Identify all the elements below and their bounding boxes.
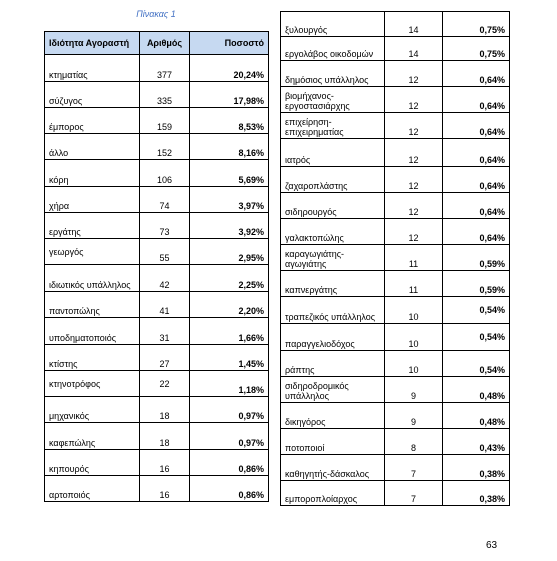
occupation-cell: μηχανικός <box>45 397 140 423</box>
occupation-cell: παραγγελιοδόχος <box>281 324 385 351</box>
percent-cell: 0,64% <box>443 219 510 245</box>
percent-cell: 20,24% <box>190 55 269 82</box>
count-cell: 12 <box>385 87 443 113</box>
percent-cell: 0,64% <box>443 61 510 87</box>
count-cell: 14 <box>385 12 443 37</box>
count-cell: 10 <box>385 297 443 324</box>
count-cell: 10 <box>385 324 443 351</box>
count-cell: 12 <box>385 139 443 167</box>
occupation-cell: κτηματίας <box>45 55 140 82</box>
percent-cell: 0,48% <box>443 377 510 403</box>
count-cell: 12 <box>385 167 443 193</box>
table-row <box>281 351 510 377</box>
table-row <box>281 455 510 481</box>
percent-cell: 1,18% <box>190 371 269 397</box>
occupation-cell: χήρα <box>45 187 140 213</box>
table-row <box>45 55 269 82</box>
table-row <box>45 239 269 265</box>
occupation-cell: καπνεργάτης <box>281 271 385 297</box>
count-cell: 41 <box>140 292 190 318</box>
count-cell: 74 <box>140 187 190 213</box>
occupation-cell: δικηγόρος <box>281 403 385 429</box>
occupation-cell: γαλακτοπώλης <box>281 219 385 245</box>
occupation-cell: καφεπώλης <box>45 423 140 450</box>
percent-cell: 0,97% <box>190 397 269 423</box>
occupation-table-left <box>44 31 269 502</box>
page-number: 63 <box>486 540 498 551</box>
percent-cell: 8,16% <box>190 134 269 160</box>
table-row <box>45 187 269 213</box>
count-cell: 22 <box>140 371 190 397</box>
occupation-cell: ζαχαροπλάστης <box>281 167 385 193</box>
count-cell: 9 <box>385 403 443 429</box>
occupation-cell: σιδηρουργός <box>281 193 385 219</box>
count-cell: 73 <box>140 213 190 239</box>
count-cell: 14 <box>385 37 443 61</box>
count-cell: 152 <box>140 134 190 160</box>
table-row <box>281 377 510 403</box>
occupation-cell: υποδηματοποιός <box>45 318 140 345</box>
percent-cell: 0,38% <box>443 481 510 506</box>
count-cell: 18 <box>140 423 190 450</box>
percent-cell: 0,54% <box>443 297 510 324</box>
occupation-cell: κτηνοτρόφος <box>45 371 140 397</box>
count-cell: 8 <box>385 429 443 455</box>
occupation-cell: κηπουρός <box>45 450 140 476</box>
occupation-cell: κτίστης <box>45 345 140 371</box>
table-row <box>281 12 510 37</box>
table-row <box>45 318 269 345</box>
percent-cell: 0,48% <box>443 403 510 429</box>
table-caption: Πίνακας 1 <box>136 9 176 19</box>
table-row <box>45 213 269 239</box>
percent-cell: 0,59% <box>443 271 510 297</box>
percent-cell: 2,95% <box>190 239 269 265</box>
count-cell: 10 <box>385 351 443 377</box>
percent-cell: 0,64% <box>443 139 510 167</box>
count-cell: 31 <box>140 318 190 345</box>
occupation-cell: σύζυγος <box>45 82 140 108</box>
table-row <box>281 167 510 193</box>
table-row <box>45 345 269 371</box>
table-row <box>45 450 269 476</box>
count-cell: 11 <box>385 271 443 297</box>
table-row <box>45 423 269 450</box>
occupation-cell: ράπτης <box>281 351 385 377</box>
percent-cell: 0,97% <box>190 423 269 450</box>
occupation-cell: αρτοποιός <box>45 476 140 502</box>
table-row <box>281 245 510 271</box>
percent-cell: 2,20% <box>190 292 269 318</box>
count-cell: 12 <box>385 193 443 219</box>
occupation-cell: καραγωγιάτης-αγωγιάτης <box>281 245 385 271</box>
header-occupation: Ιδιότητα Αγοραστή <box>45 32 140 55</box>
occupation-cell: εμπορoπλοίαρχος <box>281 481 385 506</box>
percent-cell: 3,92% <box>190 213 269 239</box>
header-percent: Ποσοστό <box>190 32 269 55</box>
count-cell: 12 <box>385 113 443 139</box>
percent-cell: 0,86% <box>190 450 269 476</box>
table-row <box>281 87 510 113</box>
occupation-cell: άλλο <box>45 134 140 160</box>
table-row <box>281 219 510 245</box>
table-row <box>45 292 269 318</box>
count-cell: 16 <box>140 450 190 476</box>
table-row <box>281 324 510 351</box>
percent-cell: 0,64% <box>443 113 510 139</box>
percent-cell: 0,59% <box>443 245 510 271</box>
table-row <box>281 193 510 219</box>
table-row <box>45 134 269 160</box>
count-cell: 55 <box>140 239 190 265</box>
occupation-table-right <box>280 11 510 506</box>
occupation-cell: έμπορος <box>45 108 140 134</box>
count-cell: 27 <box>140 345 190 371</box>
occupation-cell: ιδιωτικός υπάλληλος <box>45 265 140 292</box>
table-row <box>281 297 510 324</box>
header-count: Αριθμός <box>140 32 190 55</box>
count-cell: 16 <box>140 476 190 502</box>
table-row <box>281 403 510 429</box>
table-row <box>45 82 269 108</box>
percent-cell: 2,25% <box>190 265 269 292</box>
percent-cell: 0,43% <box>443 429 510 455</box>
count-cell: 377 <box>140 55 190 82</box>
occupation-cell: ξυλουργός <box>281 12 385 37</box>
table-row <box>45 265 269 292</box>
percent-cell: 8,53% <box>190 108 269 134</box>
percent-cell: 0,75% <box>443 37 510 61</box>
table-row <box>281 139 510 167</box>
count-cell: 9 <box>385 377 443 403</box>
occupation-cell: τραπεζικός υπάλληλος <box>281 297 385 324</box>
occupation-cell: ιατρός <box>281 139 385 167</box>
percent-cell: 0,38% <box>443 455 510 481</box>
table-row <box>281 429 510 455</box>
occupation-cell: δημόσιος υπάλληλος <box>281 61 385 87</box>
percent-cell: 0,54% <box>443 324 510 351</box>
percent-cell: 0,64% <box>443 87 510 113</box>
occupation-cell: εργολάβος οικοδομών <box>281 37 385 61</box>
table-row <box>45 160 269 187</box>
occupation-cell: ποτοποιοί <box>281 429 385 455</box>
count-cell: 106 <box>140 160 190 187</box>
occupation-cell: βιομήχανος-εργοστασιάρχης <box>281 87 385 113</box>
table-row <box>281 37 510 61</box>
table-row <box>45 371 269 397</box>
count-cell: 7 <box>385 481 443 506</box>
table-row <box>281 481 510 506</box>
count-cell: 11 <box>385 245 443 271</box>
occupation-cell: γεωργός <box>45 239 140 265</box>
percent-cell: 3,97% <box>190 187 269 213</box>
occupation-cell: σιδηροδρομικός υπάλληλος <box>281 377 385 403</box>
percent-cell: 17,98% <box>190 82 269 108</box>
count-cell: 42 <box>140 265 190 292</box>
percent-cell: 1,66% <box>190 318 269 345</box>
occupation-cell: καθηγητής-δάσκαλος <box>281 455 385 481</box>
table-row <box>281 271 510 297</box>
table-row <box>45 397 269 423</box>
percent-cell: 5,69% <box>190 160 269 187</box>
count-cell: 335 <box>140 82 190 108</box>
percent-cell: 0,64% <box>443 193 510 219</box>
occupation-cell: παντοπώλης <box>45 292 140 318</box>
table-row <box>281 113 510 139</box>
count-cell: 18 <box>140 397 190 423</box>
percent-cell: 0,64% <box>443 167 510 193</box>
count-cell: 159 <box>140 108 190 134</box>
occupation-cell: κόρη <box>45 160 140 187</box>
occupation-cell: εργάτης <box>45 213 140 239</box>
percent-cell: 0,54% <box>443 351 510 377</box>
percent-cell: 1,45% <box>190 345 269 371</box>
count-cell: 12 <box>385 61 443 87</box>
table-row <box>281 61 510 87</box>
percent-cell: 0,75% <box>443 12 510 37</box>
table-row <box>45 476 269 502</box>
table-row <box>45 108 269 134</box>
percent-cell: 0,86% <box>190 476 269 502</box>
table-header-row <box>45 32 269 55</box>
count-cell: 12 <box>385 219 443 245</box>
count-cell: 7 <box>385 455 443 481</box>
occupation-cell: επιχείρηση-επιχειρηματίας <box>281 113 385 139</box>
